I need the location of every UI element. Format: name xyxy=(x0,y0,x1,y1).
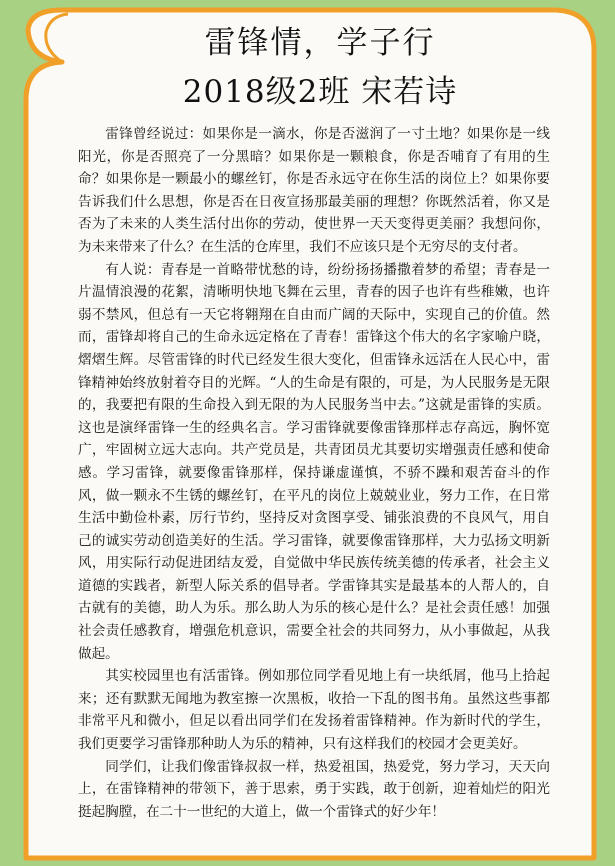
title: 雷锋情，学子行 xyxy=(204,25,436,61)
paragraph: 雷锋曾经说过：如果你是一滴水，你是否滋润了一寸土地？如果你是一线阳光，你是否照亮了一分黑暗？如果你是一颗粮食，你是否哺育了有用的生命？如果你是一颗最小的螺丝钉，你是否永远守在你生活的岗位上？如果你要告诉我们什么思想，你是否在日夜宣扬那最美丽的理想？你既然活着，你又是否为了未来的人类生活付出你的劳动，使世界一天天变得更美丽？我想问你，为未来带来了什么？在生活的仓库里，我们不应该只是个无穷尽的支付者。 xyxy=(78,126,550,255)
subtitle: 2018级2班 宋若诗 xyxy=(182,74,458,110)
paragraph: 其实校园里也有活雷锋。例如那位同学看见地上有一块纸屑，他马上拾起来；还有默默无闻地为教室擦一次黑板，收拾一下乱的图书角。虽然这些事都非常平凡和微小，但足以看出同学们在发扬着雷锋精神。作为新时代的学生，我们更要学习雷锋那种助人为乐的精神，只有这样我们的校园才会更美好。 xyxy=(78,668,550,753)
paragraph: 同学们，让我们像雷锋叔叔一样，热爱祖国，热爱党，努力学习，天天向上，在雷锋精神的带领下，善于思索，勇于实践，敢于创新，迎着灿烂的阳光挺起胸膛，在二十一世纪的大道上，做一个雷锋式的好少年！ xyxy=(78,758,550,820)
article-body xyxy=(78,123,550,823)
paragraph: 有人说：青春是一首略带忧愁的诗，纷纷扬扬播撒着梦的希望；青春是一片温情浪漫的花絮，清晰明快地飞舞在云里，青春的因子也许有些稚嫩，也许弱不禁风，但总有一天它将翱翔在自由而广阔的天际中，实现自己的价值。然而，雷锋却将自己的生命永远定格在了青春！雷锋这个伟大的名字家喻户晓，熠熠生辉。尽管雷锋的时代已经发生很大变化，但雷锋永远活在人民心中，雷锋精神始终放射着夺目的光辉。“人的生命是有限的，可是，为人民服务是无限的，我要把有限的生命投入到无限的为人民服务当中去。”这就是雷锋的实质。这也是演绎雷锋一生的经典名言。学习雷锋就要像雷锋那样志存高远，胸怀宽广，牢固树立远大志向。共产党员是，共青团员尤其要切实增强责任感和使命感。学习雷锋，就要像雷锋那样，保持谦虚谨慎，不骄不躁和艰苦奋斗的作风，做一颗永不生锈的螺丝钉，在平凡的岗位上兢兢业业，努力工作，在日常生活中勤俭朴素，厉行节约，坚持反对贪图享受、铺张浪费的不良风气，用自己的诚实劳动创造美好的生活。学习雷锋，就要像雷锋那样，大力弘扬文明新风，用实际行动促进团结友爱，自觉做中华民族传统美德的传承者，社会主义道德的实践者，新型人际关系的倡导者。学雷锋其实是最基本的人帮人的，自古就有的美德，助人为乐。那么助人为乐的核心是什么？是社会责任感！加强社会责任感教育，增强危机意识，需要全社会的共同努力，从小事做起，从我做起。 xyxy=(78,261,550,662)
